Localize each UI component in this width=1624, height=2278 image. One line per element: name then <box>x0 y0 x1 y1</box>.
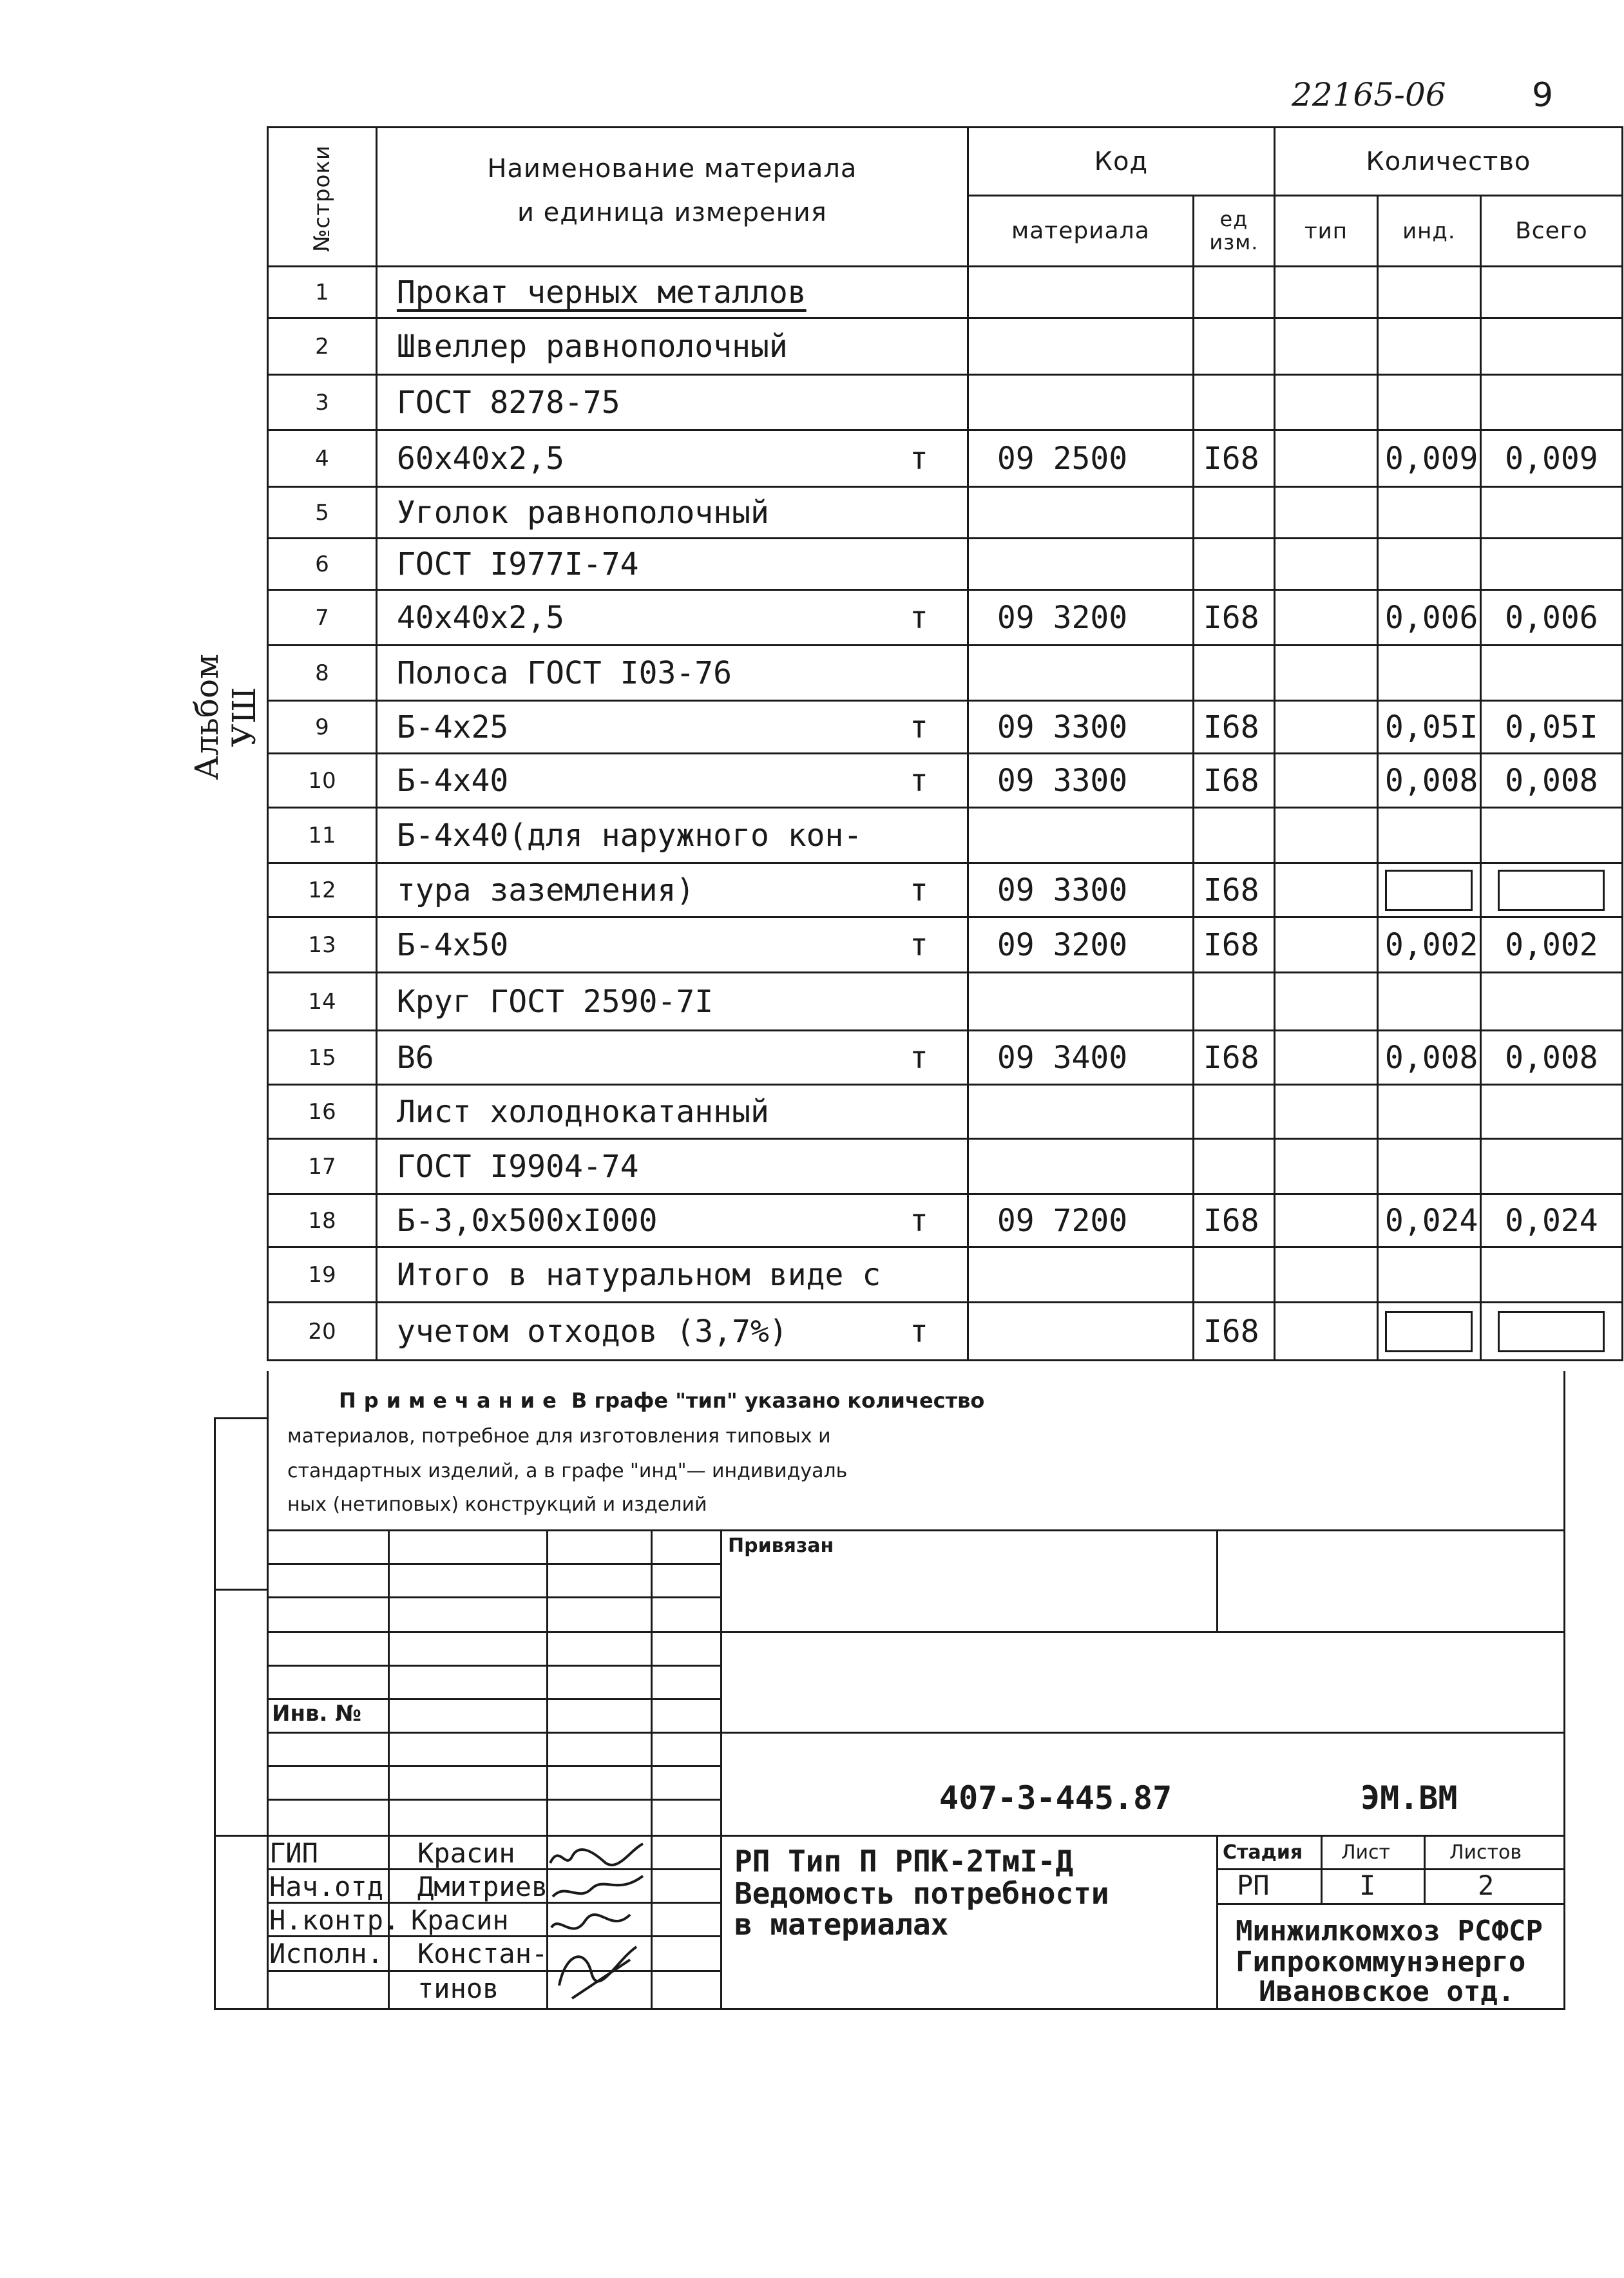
table-row <box>268 646 1623 701</box>
material-name: Б-4х50 <box>396 926 509 963</box>
table-row <box>268 1085 1623 1139</box>
material-code-cell <box>968 973 1193 1031</box>
unit-code-cell <box>1193 1139 1274 1194</box>
qty-total-cell: 0,006 <box>1480 590 1622 646</box>
material-code-cell <box>968 1303 1193 1361</box>
header-row-number: №строки <box>268 128 377 267</box>
unit-code-cell: I68 <box>1193 430 1274 487</box>
material-name-cell <box>376 1085 968 1139</box>
row-number-cell: 6 <box>268 539 377 590</box>
material-code-cell: 09 3300 <box>968 754 1193 808</box>
qty-ind-cell <box>1377 539 1480 590</box>
row-number-cell: 13 <box>268 917 377 973</box>
header-material-name: Наименование материала и единица измерения <box>376 128 968 267</box>
signer-role-gip: ГИП <box>269 1837 318 1869</box>
material-name: Швеллер равнополочный <box>396 328 788 365</box>
material-name-cell <box>376 1139 968 1194</box>
material-name-cell <box>376 487 968 539</box>
material-code-cell <box>968 1085 1193 1139</box>
qty-total-cell <box>1480 267 1622 318</box>
table-row <box>268 808 1623 863</box>
qty-ind-cell: 0,006 <box>1377 590 1480 646</box>
doc-mark: ЭМ.ВМ <box>1361 1779 1458 1817</box>
material-code-cell <box>968 539 1193 590</box>
qty-type-cell <box>1274 754 1377 808</box>
material-unit: т <box>909 709 928 745</box>
material-unit: т <box>909 762 928 799</box>
material-name-cell <box>376 917 968 973</box>
qty-type-cell <box>1274 1303 1377 1361</box>
row-number-cell: 8 <box>268 646 377 701</box>
qty-ind-cell <box>1377 1085 1480 1139</box>
qty-total-cell: 0,002 <box>1480 917 1622 973</box>
qty-total-cell: 0,008 <box>1480 754 1622 808</box>
material-name-cell <box>376 267 968 318</box>
qty-type-cell <box>1274 590 1377 646</box>
material-name-cell <box>376 754 968 808</box>
row-number-cell: 18 <box>268 1194 377 1247</box>
row-number-cell: 12 <box>268 863 377 917</box>
unit-code-cell <box>1193 267 1274 318</box>
unit-code-cell: I68 <box>1193 701 1274 754</box>
qty-total-cell <box>1480 375 1622 430</box>
stage-label: Стадия <box>1223 1841 1303 1864</box>
note-lead: Примечание <box>339 1388 564 1413</box>
row-number-cell: 11 <box>268 808 377 863</box>
material-code-cell: 09 3200 <box>968 917 1193 973</box>
header-qty-ind: инд. <box>1377 196 1480 267</box>
signature-marks <box>546 1837 651 2009</box>
qty-ind-cell: 0,008 <box>1377 1031 1480 1085</box>
qty-total-cell: 0,024 <box>1480 1194 1622 1247</box>
material-code-cell <box>968 646 1193 701</box>
qty-type-cell <box>1274 1247 1377 1303</box>
qty-type-cell <box>1274 1085 1377 1139</box>
qty-total-cell: 0,008 <box>1480 1031 1622 1085</box>
table-row <box>268 590 1623 646</box>
row-number-cell: 19 <box>268 1247 377 1303</box>
qty-ind-cell <box>1377 1247 1480 1303</box>
qty-total-cell <box>1480 1139 1622 1194</box>
qty-ind-cell <box>1377 318 1480 375</box>
row-number-cell: 7 <box>268 590 377 646</box>
page-number: 9 <box>1532 76 1554 115</box>
note-line-1: Примечание В графе "тип" указано количество <box>339 1388 985 1413</box>
header-code-material: материала <box>968 196 1193 267</box>
header-code-unit: ед изм. <box>1193 196 1274 267</box>
unit-code-cell: I68 <box>1193 1194 1274 1247</box>
table-row <box>268 539 1623 590</box>
header-qty-type: тип <box>1274 196 1377 267</box>
empty-box <box>1498 1311 1605 1352</box>
stage-value: РП <box>1237 1870 1270 1901</box>
material-code-cell: 09 3300 <box>968 863 1193 917</box>
material-unit: т <box>909 926 928 963</box>
qty-type-cell <box>1274 430 1377 487</box>
inventory-number-label: Инв. № <box>272 1701 362 1727</box>
qty-total-cell: 0,009 <box>1480 430 1622 487</box>
sheet-label: Лист <box>1341 1841 1391 1864</box>
table-row <box>268 754 1623 808</box>
material-unit: т <box>909 1202 928 1239</box>
qty-ind-cell <box>1377 1303 1480 1361</box>
qty-ind-cell <box>1377 973 1480 1031</box>
material-name-cell <box>376 973 968 1031</box>
qty-total-cell: 0,05I <box>1480 701 1622 754</box>
unit-code-cell: I68 <box>1193 754 1274 808</box>
material-name-cell <box>376 1031 968 1085</box>
material-code-cell <box>968 318 1193 375</box>
material-unit: т <box>909 872 928 908</box>
signature-executor <box>559 1947 636 1998</box>
table-row <box>268 973 1623 1031</box>
signature-normcontrol <box>551 1915 630 1929</box>
header-code: Код <box>968 128 1274 196</box>
row-number-cell: 14 <box>268 973 377 1031</box>
material-name-cell <box>376 646 968 701</box>
unit-code-cell: I68 <box>1193 1031 1274 1085</box>
qty-type-cell <box>1274 539 1377 590</box>
qty-ind-cell <box>1377 646 1480 701</box>
material-code-cell: 09 3300 <box>968 701 1193 754</box>
material-code-cell <box>968 487 1193 539</box>
signature-gip <box>550 1844 643 1865</box>
material-name-cell <box>376 1303 968 1361</box>
material-name-cell <box>376 318 968 375</box>
material-name: Б-4х40(для наружного кон- <box>396 817 863 854</box>
qty-ind-cell: 0,009 <box>1377 430 1480 487</box>
sheets-label: Листов <box>1449 1841 1522 1864</box>
qty-ind-cell: 0,024 <box>1377 1194 1480 1247</box>
row-number-cell: 5 <box>268 487 377 539</box>
signer-name-normcontrol: Красин <box>411 1904 509 1936</box>
header-quantity: Количество <box>1274 128 1622 196</box>
unit-code-cell <box>1193 1247 1274 1303</box>
material-code-cell <box>968 808 1193 863</box>
unit-code-cell <box>1193 808 1274 863</box>
row-number-cell: 17 <box>268 1139 377 1194</box>
unit-code-cell <box>1193 375 1274 430</box>
unit-code-cell <box>1193 487 1274 539</box>
materials-table <box>267 126 1623 1361</box>
material-code-cell <box>968 1139 1193 1194</box>
note-line-2: материалов, потребное для изготовления типовых и <box>287 1425 831 1448</box>
qty-total-cell <box>1480 808 1622 863</box>
material-name: Б-3,0х500хI000 <box>396 1202 658 1239</box>
material-code-cell <box>968 375 1193 430</box>
qty-ind-cell: 0,008 <box>1377 754 1480 808</box>
qty-ind-cell <box>1377 808 1480 863</box>
row-number-cell: 2 <box>268 318 377 375</box>
qty-type-cell <box>1274 318 1377 375</box>
row-number-cell: 15 <box>268 1031 377 1085</box>
signer-name-executor-cont: тинов <box>417 1973 499 2004</box>
table-row <box>268 917 1623 973</box>
table-row <box>268 1194 1623 1247</box>
org-line-1: Минжилкомхоз РСФСР <box>1236 1915 1543 1948</box>
row-number-cell: 10 <box>268 754 377 808</box>
unit-code-cell <box>1193 318 1274 375</box>
table-row <box>268 430 1623 487</box>
table-row <box>268 1303 1623 1361</box>
material-code-cell: 09 3400 <box>968 1031 1193 1085</box>
qty-type-cell <box>1274 1031 1377 1085</box>
doc-code-handwritten: 22165-06 <box>1292 76 1446 113</box>
qty-ind-cell <box>1377 267 1480 318</box>
doc-title-line-3: в материалах <box>734 1907 949 1942</box>
table-row <box>268 1247 1623 1303</box>
material-name-cell <box>376 863 968 917</box>
material-name: Уголок равнополочный <box>396 494 769 531</box>
org-line-3: Ивановское отд. <box>1259 1975 1515 2008</box>
note-line-4: ных (нетиповых) конструкций и изделий <box>287 1493 707 1516</box>
qty-type-cell <box>1274 487 1377 539</box>
qty-type-cell <box>1274 1194 1377 1247</box>
sheets-value: 2 <box>1478 1870 1495 1901</box>
signer-name-executor: Констан- <box>417 1938 548 1969</box>
material-name-cell <box>376 539 968 590</box>
signer-role-head: Нач.отд <box>269 1871 384 1902</box>
material-name: Б-4х40 <box>396 762 509 799</box>
qty-total-cell <box>1480 318 1622 375</box>
row-number-cell: 3 <box>268 375 377 430</box>
row-number-cell: 16 <box>268 1085 377 1139</box>
qty-total-cell <box>1480 1085 1622 1139</box>
org-line-2: Гипрокоммунэнерго <box>1236 1946 1526 1978</box>
row-number-cell: 4 <box>268 430 377 487</box>
qty-type-cell <box>1274 646 1377 701</box>
material-name-cell <box>376 701 968 754</box>
qty-ind-cell: 0,05I <box>1377 701 1480 754</box>
qty-type-cell <box>1274 267 1377 318</box>
table-row <box>268 318 1623 375</box>
qty-ind-cell <box>1377 1139 1480 1194</box>
qty-ind-cell <box>1377 487 1480 539</box>
table-row <box>268 1031 1623 1085</box>
doc-number: 407-3-445.87 <box>939 1779 1172 1817</box>
qty-type-cell <box>1274 808 1377 863</box>
empty-box <box>1385 1311 1473 1352</box>
material-name: Итого в натуральном виде с <box>396 1256 881 1293</box>
material-name: Лист холоднокатанный <box>396 1093 769 1130</box>
attached-label: Привязан <box>728 1535 834 1557</box>
qty-type-cell <box>1274 701 1377 754</box>
qty-type-cell <box>1274 863 1377 917</box>
table-row <box>268 375 1623 430</box>
doc-title-line-2: Ведомость потребности <box>734 1876 1109 1911</box>
qty-type-cell <box>1274 917 1377 973</box>
material-unit: т <box>909 1313 928 1350</box>
qty-total-cell <box>1480 539 1622 590</box>
sheet-value: I <box>1359 1870 1376 1901</box>
header-qty-total: Всего <box>1480 196 1622 267</box>
material-name: 60х40х2,5 <box>396 440 564 477</box>
signature-head <box>553 1876 643 1897</box>
material-unit: т <box>909 599 928 636</box>
unit-code-cell <box>1193 539 1274 590</box>
material-name: учетом отходов (3,7%) <box>396 1313 788 1350</box>
material-name: ГОСТ 8278-75 <box>396 384 620 421</box>
table-row <box>268 267 1623 318</box>
album-side-label: Альбом УШ <box>188 654 263 780</box>
material-name: Прокат черных металлов <box>396 274 807 311</box>
note-line-3: стандартных изделий, а в графе "инд"— индивидуаль <box>287 1460 848 1482</box>
row-number-cell: 20 <box>268 1303 377 1361</box>
material-name-cell <box>376 590 968 646</box>
material-name: Полоса ГОСТ I03-76 <box>396 655 732 691</box>
qty-ind-cell: 0,002 <box>1377 917 1480 973</box>
qty-total-cell <box>1480 1303 1622 1361</box>
table-row <box>268 701 1623 754</box>
material-name-cell <box>376 1194 968 1247</box>
material-name: 40х40х2,5 <box>396 599 564 636</box>
doc-title-line-1: РП Тип П РПК-2ТмI-Д <box>734 1844 1074 1879</box>
material-name: ГОСТ I9904-74 <box>396 1148 639 1185</box>
unit-code-cell: I68 <box>1193 1303 1274 1361</box>
unit-code-cell: I68 <box>1193 590 1274 646</box>
qty-total-cell <box>1480 973 1622 1031</box>
qty-total-cell <box>1480 1247 1622 1303</box>
material-name: Круг ГОСТ 2590-7I <box>396 983 714 1020</box>
material-name: ГОСТ I977I-74 <box>396 546 639 582</box>
signer-role-normcontrol: Н.контр. <box>269 1904 400 1936</box>
material-name-cell <box>376 1247 968 1303</box>
unit-code-cell: I68 <box>1193 863 1274 917</box>
material-name-cell <box>376 808 968 863</box>
material-unit: т <box>909 1039 928 1076</box>
qty-type-cell <box>1274 973 1377 1031</box>
qty-total-cell <box>1480 646 1622 701</box>
material-code-cell <box>968 1247 1193 1303</box>
unit-code-cell <box>1193 973 1274 1031</box>
material-code-cell: 09 7200 <box>968 1194 1193 1247</box>
material-unit: т <box>909 440 928 477</box>
table-row <box>268 863 1623 917</box>
empty-box <box>1498 870 1605 911</box>
empty-box <box>1385 870 1473 911</box>
material-name: тура заземления) <box>396 872 695 908</box>
signer-name-head: Дмитриев <box>417 1871 548 1902</box>
table-row <box>268 1139 1623 1194</box>
qty-total-cell <box>1480 863 1622 917</box>
qty-ind-cell <box>1377 375 1480 430</box>
qty-ind-cell <box>1377 863 1480 917</box>
material-code-cell <box>968 267 1193 318</box>
unit-code-cell <box>1193 646 1274 701</box>
material-name-cell <box>376 430 968 487</box>
qty-total-cell <box>1480 487 1622 539</box>
material-name-cell <box>376 375 968 430</box>
material-name: В6 <box>396 1039 434 1076</box>
row-number-cell: 9 <box>268 701 377 754</box>
table-row <box>268 487 1623 539</box>
material-name: Б-4х25 <box>396 709 509 745</box>
qty-type-cell <box>1274 1139 1377 1194</box>
signer-name-gip: Красин <box>417 1837 515 1869</box>
signer-role-executor: Исполн. <box>269 1938 384 1969</box>
qty-type-cell <box>1274 375 1377 430</box>
row-number-cell: 1 <box>268 267 377 318</box>
unit-code-cell <box>1193 1085 1274 1139</box>
material-code-cell: 09 3200 <box>968 590 1193 646</box>
material-code-cell: 09 2500 <box>968 430 1193 487</box>
unit-code-cell: I68 <box>1193 917 1274 973</box>
